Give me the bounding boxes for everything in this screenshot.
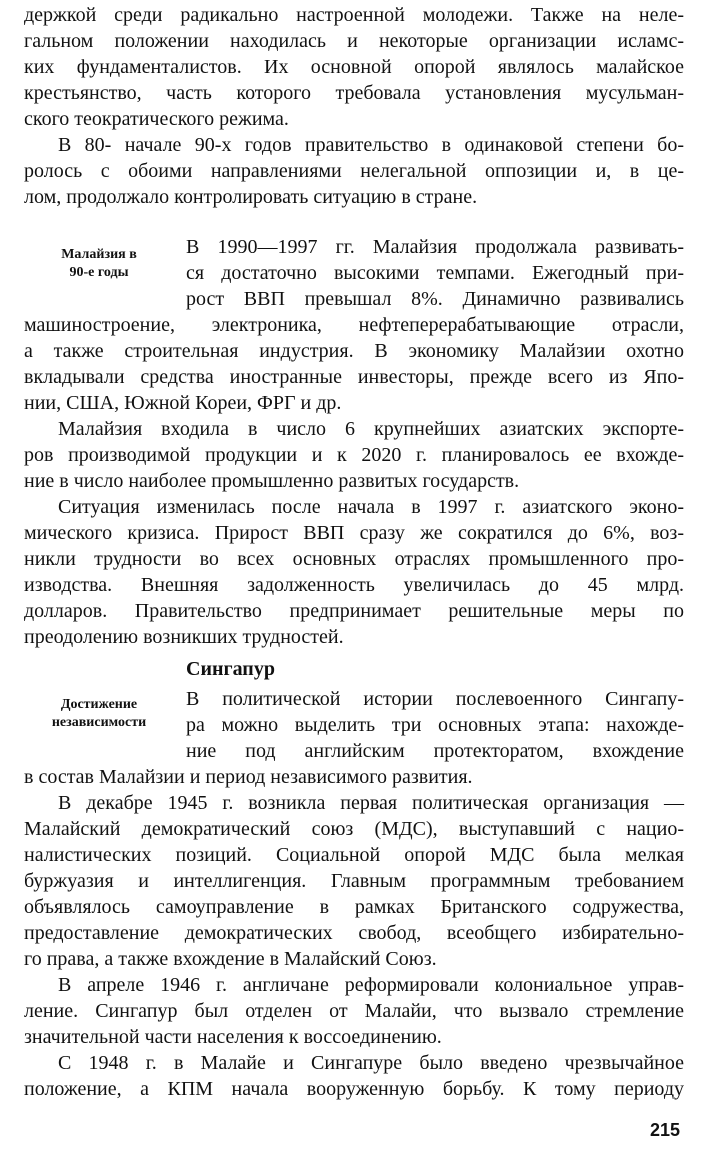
- margin-note-independence: [26, 696, 172, 732]
- text-line: В 1990—1997 гг. Малайзия продолжала развивать-: [186, 236, 684, 258]
- text-line: лом, продолжало контролировать ситуацию в стране.: [24, 186, 478, 208]
- margin-note-line: независимости: [51, 715, 147, 730]
- margin-note-line: Малайзия в: [61, 247, 137, 262]
- text-line: буржуазия и интеллигенция. Главным программным требованием: [24, 870, 684, 892]
- text-line: ких фундаменталистов. Их основной опорой являлось малайское: [24, 56, 684, 78]
- text-line: изводства. Внешняя задолженность увеличилась до 45 млрд.: [24, 574, 684, 596]
- text-line: ние в число наиболее промышленно развитых государств.: [24, 470, 520, 492]
- text-line: а также строительная индустрия. В экономику Малайзии охотно: [24, 340, 684, 362]
- text-line: положение, а КПМ начала вооруженную борьбу. К тому периоду: [24, 1078, 684, 1100]
- text-line: Ситуация изменилась после начала в 1997 г. азиатского эконо-: [58, 496, 684, 518]
- text-line: мического кризиса. Прирост ВВП сразу же сократился до 6%, воз-: [24, 522, 684, 544]
- text-line: ского теократического режима.: [24, 108, 289, 130]
- text-line: В декабре 1945 г. возникла первая политическая организация —: [58, 792, 684, 814]
- text-line: В 80- начале 90-х годов правительство в одинаковой степени бо-: [58, 134, 684, 156]
- text-line: нии, США, Южной Кореи, ФРГ и др.: [24, 392, 342, 414]
- margin-note-line: Достижение: [60, 697, 138, 712]
- text-line: предоставление демократических свобод, всеобщего избирательно-: [24, 922, 684, 944]
- page-number: 215: [650, 1120, 681, 1140]
- text-line: ние под английским протекторатом, вхождение: [186, 740, 684, 762]
- text-line: вкладывали средства иностранные инвесторы, прежде всего из Япо-: [24, 366, 684, 388]
- text-line: ся достаточно высокими темпами. Ежегодный при-: [186, 262, 684, 284]
- text-line: ров производимой продукции и к 2020 г. планировалось ее вхожде-: [24, 444, 684, 466]
- text-line: налистических позиций. Социальной опорой МДС была мелкая: [24, 844, 684, 866]
- text-line: ролось с обоими направлениями нелегальной оппозиции и, в це-: [24, 160, 684, 182]
- text-line: Малайский демократический союз (МДС), выступавший с нацио-: [24, 818, 684, 840]
- text-line: С 1948 г. в Малайе и Сингапуре было введено чрезвычайное: [58, 1052, 684, 1074]
- text-line: машиностроение, электроника, нефтеперерабатывающие отрасли,: [24, 314, 684, 336]
- text-line: В апреле 1946 г. англичане реформировали колониальное управ-: [58, 974, 684, 996]
- text-line: Малайзия входила в число 6 крупнейших азиатских экспорте-: [58, 418, 684, 440]
- text-line: В политической истории послевоенного Сингапу-: [186, 688, 684, 710]
- text-line: объявлялось самоуправление в рамках Британского содружества,: [24, 896, 684, 918]
- text-line: никли трудности во всех основных отраслях промышленного про-: [24, 548, 684, 570]
- text-line: гальном положении находилась и некоторые организации исламс-: [24, 30, 684, 52]
- margin-note-line: 90-е годы: [69, 265, 129, 280]
- section-heading-singapore: Сингапур: [186, 658, 275, 680]
- text-line: ление. Сингапур был отделен от Малайи, что вызвало стремление: [24, 1000, 684, 1022]
- text-line: крестьянство, часть которого требовала установления мусульман-: [24, 82, 684, 104]
- text-line: значительной части населения к воссоединению.: [24, 1026, 442, 1048]
- text-line: в состав Малайзии и период независимого развития.: [24, 766, 473, 788]
- text-line: го права, а также вхождение в Малайский Союз.: [24, 948, 437, 970]
- text-line: преодолению возникших трудностей.: [24, 626, 344, 648]
- margin-note-malaysia-90s: [26, 246, 172, 282]
- text-line: долларов. Правительство предпринимает решительные меры по: [24, 600, 684, 622]
- text-line: держкой среди радикально настроенной молодежи. Также на неле-: [24, 4, 684, 26]
- text-line: ра можно выделить три основных этапа: нахожде-: [186, 714, 684, 736]
- text-line: рост ВВП превышал 8%. Динамично развивались: [186, 288, 684, 310]
